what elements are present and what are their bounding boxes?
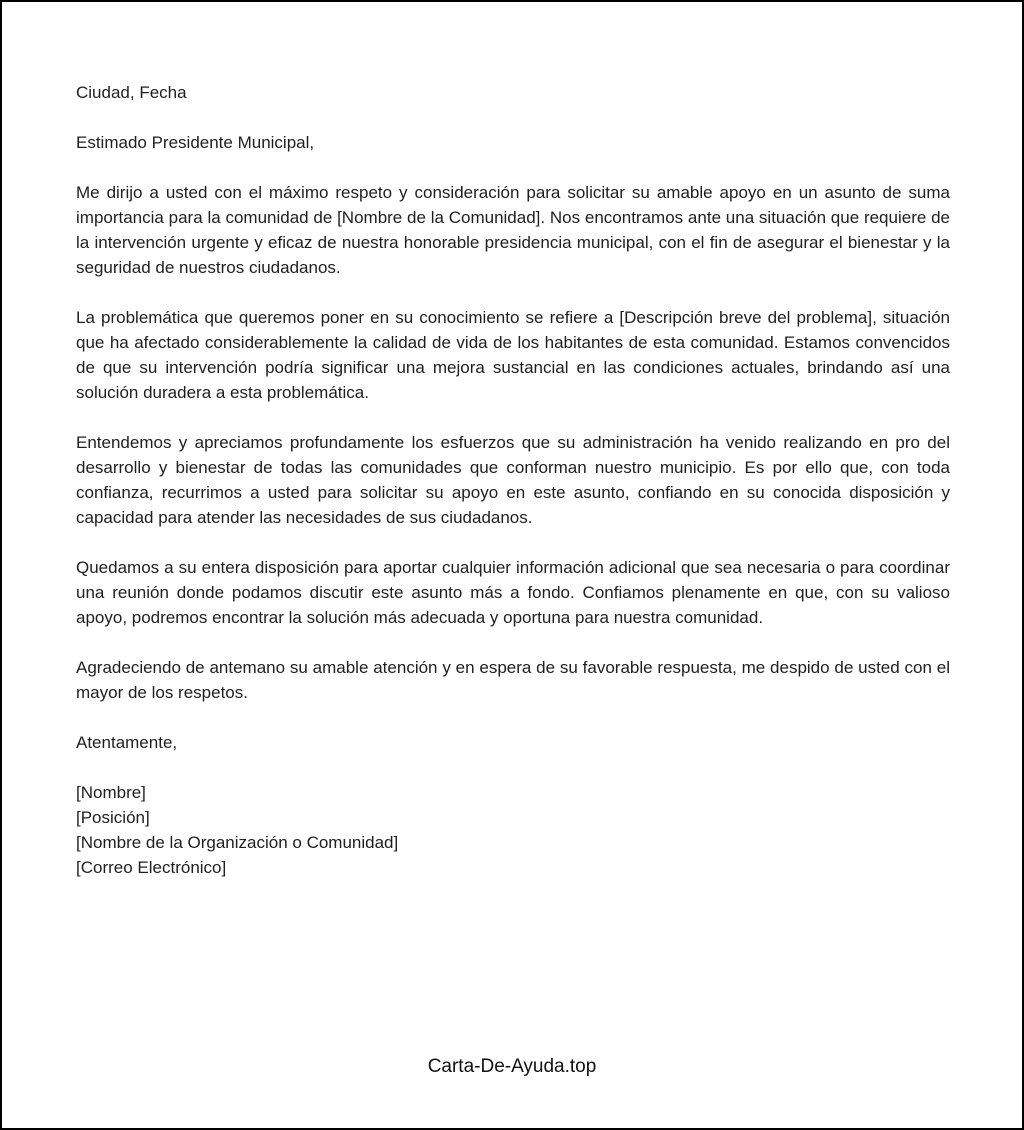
letter-body (2, 2, 1022, 880)
paragraph-thanks: Agradeciendo de antemano su amable atención y en espera de su favorable respuesta, me despido de usted con el mayor de los respetos. (76, 658, 950, 702)
salutation: Estimado Presidente Municipal, (76, 133, 315, 152)
date-line: Ciudad, Fecha (76, 83, 187, 102)
signature-email-placeholder: [Correo Electrónico] (76, 858, 227, 877)
paragraph-intro: Me dirijo a usted con el máximo respeto y consideración para solicitar su amable apoyo en un asunto de suma importancia para la comunidad de [Nombre de la Comunidad]. Nos encontramos ante una situación que requiere de la intervención urgente y eficaz de nuestra honorable presidencia municipal, con el fin de asegurar el bienestar y la seguridad de nuestros ciudadanos. (76, 183, 950, 277)
footer-watermark: Carta-De-Ayuda.top (427, 1056, 597, 1077)
signature-name-placeholder: [Nombre] (76, 783, 146, 802)
closing: Atentamente, (76, 733, 178, 752)
signature-position-placeholder: [Posición] (76, 808, 150, 827)
paragraph-appreciation: Entendemos y apreciamos profundamente los esfuerzos que su administración ha venido realizando en pro del desarrollo y bienestar de todas las comunidades que conforman nuestro municipio. Es por ello que, con toda confianza, recurrimos a usted para solicitar su apoyo en este asunto, confiando en su conocida disposición y capacidad para atender las necesidades de sus ciudadanos. (76, 433, 950, 527)
paragraph-availability: Quedamos a su entera disposición para aportar cualquier información adicional que sea necesaria o para coordinar una reunión donde podamos discutir este asunto más a fondo. Confiamos plenamente en que, con su valioso apoyo, podremos encontrar la solución más adecuada y oportuna para nuestra comunidad. (76, 558, 950, 627)
signature-organization-placeholder: [Nombre de la Organización o Comunidad] (76, 833, 399, 852)
signature-block (76, 780, 950, 880)
paragraph-problem: La problemática que queremos poner en su conocimiento se refiere a [Descripción breve del problema], situación que ha afectado considerablemente la calidad de vida de los habitantes de esta comunidad. Estamos convencidos de que su intervención podría significar una mejora sustancial en las condiciones actuales, brindando así una solución duradera a esta problemática. (76, 308, 950, 402)
